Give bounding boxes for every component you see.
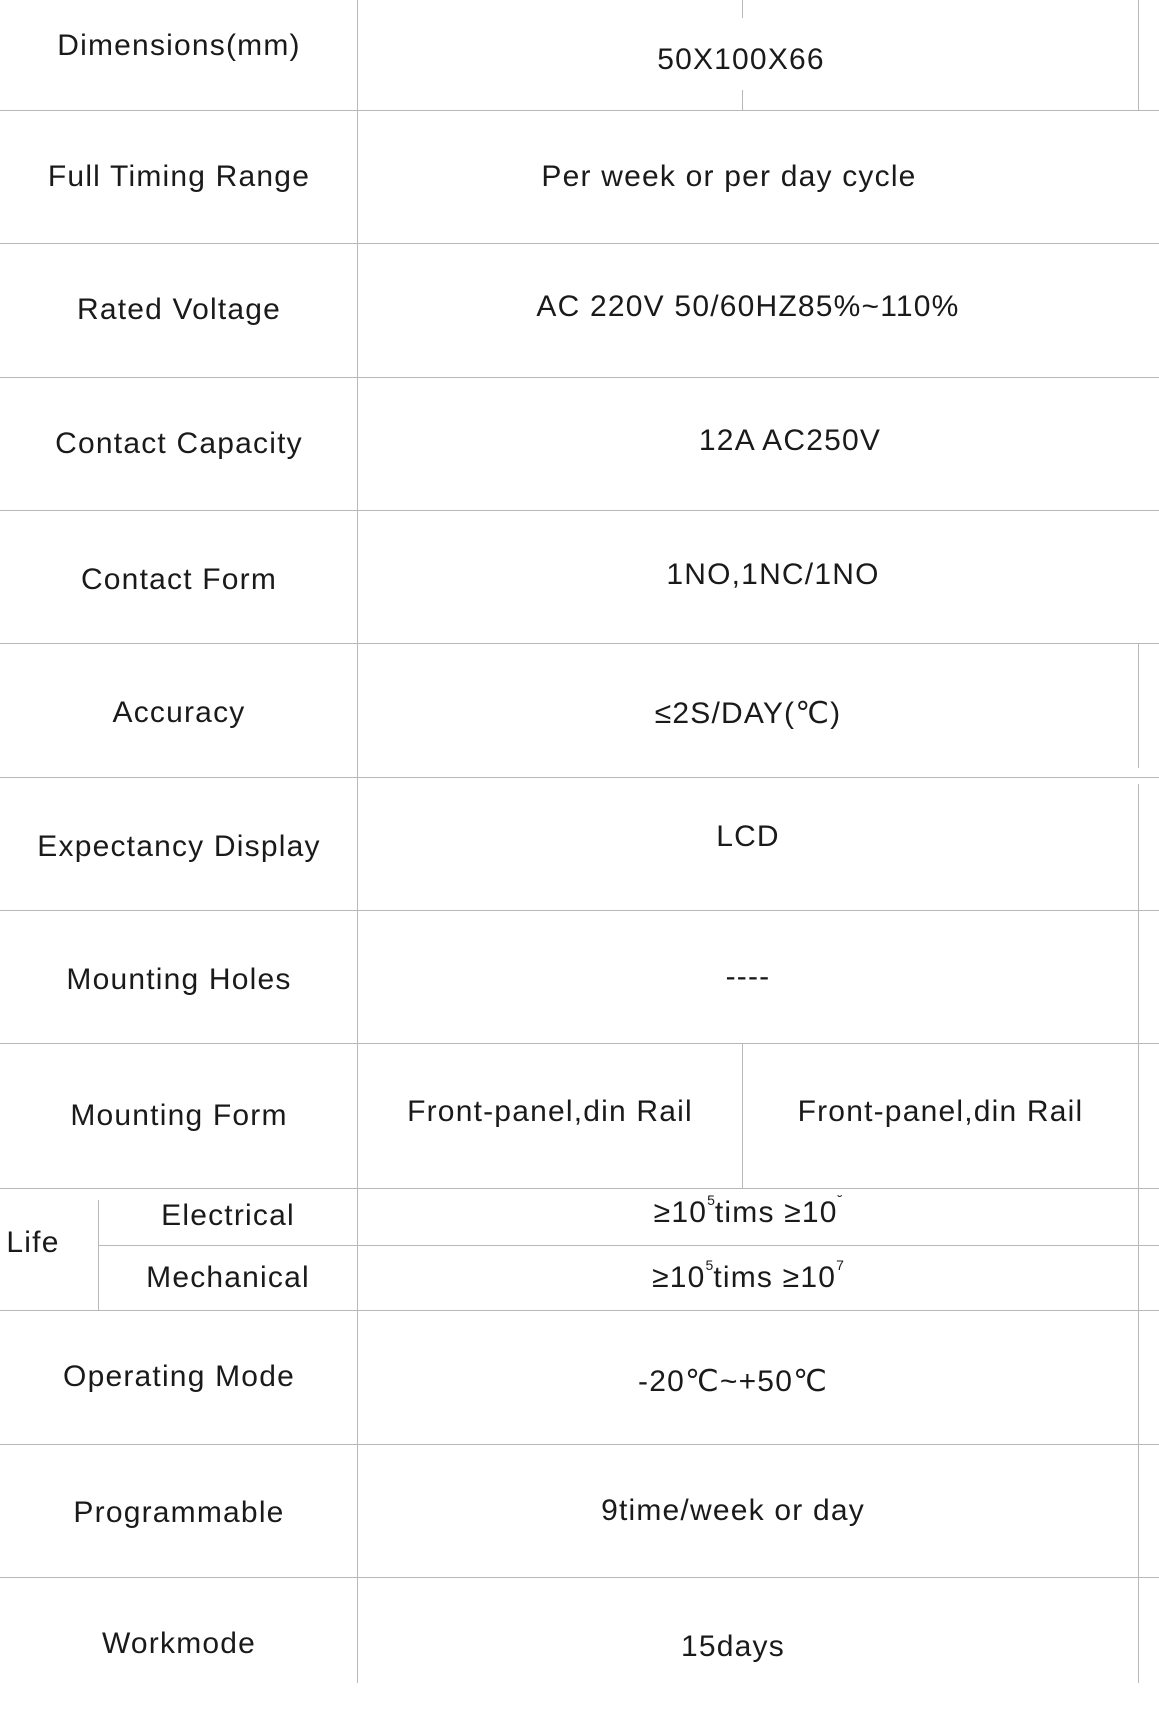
spec-label: Dimensions(mm) [57,29,301,62]
life-mechanical-exponent-2: 7 [836,1256,844,1273]
spec-label: Mounting Form [70,1098,288,1132]
spec-label: Accuracy [112,696,246,729]
spec-value: 9time/week or day [601,1493,865,1527]
spec-label: Mounting Holes [66,962,292,996]
life-mechanical-value [358,1245,1138,1310]
spec-value: LCD [716,820,780,853]
life-mechanical-base: ≥10 [652,1260,706,1294]
spec-value: 50X100X66 [657,43,825,76]
life-label: Life [6,1226,60,1259]
spec-label: Rated Voltage [76,293,282,326]
column-divider [1138,784,1139,1683]
life-mechanical-label: Mechanical [146,1260,310,1294]
spec-label: Expectancy Display [37,829,321,863]
life-mechanical-exponent: 5 [705,1256,714,1273]
spec-label: Workmode [101,1627,257,1660]
spec-value: 12A AC250V [698,423,882,457]
spec-value-right: Front-panel,din Rail [797,1095,1084,1128]
spec-value: AC 220V 50/60HZ85%~110% [536,289,960,323]
life-electrical-base: ≥10 [653,1196,708,1229]
column-divider [1138,0,1139,110]
spec-label: Full Timing Range [47,159,311,193]
spec-label: Programmable [73,1495,285,1529]
life-mechanical-mid: tims ≥10 [713,1260,837,1294]
life-electrical-label: Electrical [161,1198,295,1232]
spec-value: Per week or per day cycle [541,159,917,193]
spec-value: 15days [681,1630,785,1663]
spec-label: Contact Form [80,562,278,596]
spec-label: Contact Capacity [55,426,303,460]
spec-value-left: Front-panel,din Rail [407,1095,693,1128]
spec-value: ---- [725,959,771,993]
spec-value: 1NO,1NC/1NO [666,558,880,591]
life-electrical-value [358,1188,1138,1238]
spec-value: ≤2S/DAY(℃) [654,696,842,730]
life-electrical-mid: tims ≥10 [714,1196,838,1229]
spec-value: -20℃~+50℃ [638,1365,828,1398]
column-divider [1138,643,1139,768]
life-electrical-exponent-2: ˘ [837,1192,843,1208]
life-electrical-exponent: 5 [707,1192,715,1208]
spec-label: Operating Mode [63,1360,295,1393]
